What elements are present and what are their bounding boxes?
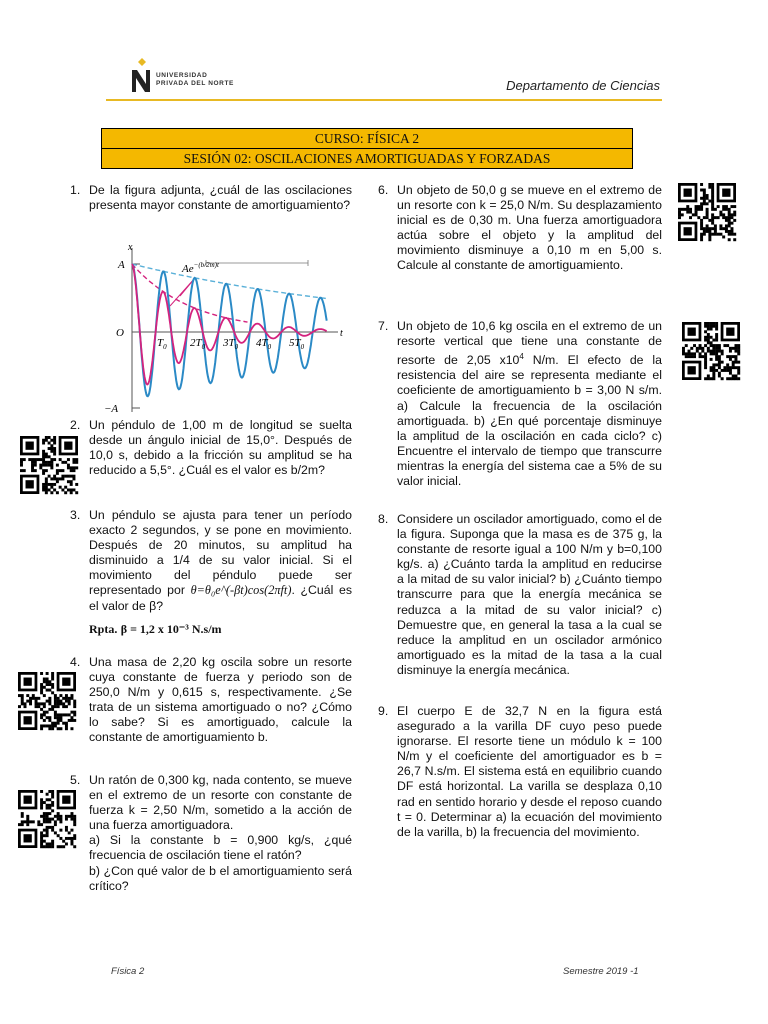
y-axis-label: x <box>128 242 133 253</box>
time-tick-label: $4T_0$ <box>256 337 272 351</box>
question-number: 6. <box>378 183 389 197</box>
question-5 <box>70 773 352 894</box>
time-tick-label: $5T_0$ <box>289 337 305 351</box>
qr-code-q6[interactable] <box>678 183 736 246</box>
qr-code-q5[interactable] <box>18 790 76 853</box>
question-7 <box>378 319 662 489</box>
question-part-b: b) ¿Con qué valor de b el amortiguamiento será crítico? <box>89 863 352 893</box>
university-logo <box>130 56 250 96</box>
title-box <box>101 128 633 169</box>
question-number: 1. <box>70 183 81 197</box>
question-4 <box>70 655 352 746</box>
exponent: 4 <box>519 352 524 362</box>
question-text: Un objeto de 50,0 g se mueve en el extremo de un resorte con k = 25,0 N/m. Su desplazamiento inicial es de 0,30 m. Una fuerza amortiguadora actúa sobre el objeto y la amplitud del movimiento disminuye a 0,10 m en 5,00 s. Calcule al constante de amortiguamiento. <box>397 183 662 273</box>
answer-value: β = 1,2 x 10⁻³ N.s/m <box>120 621 222 636</box>
question-part-a: a) Si la constante b = 0,900 kg/s, ¿qué frecuencia de oscilación tiene el ratón? <box>89 833 352 863</box>
time-tick-label: $3T_0$ <box>223 337 239 351</box>
x-axis-label: t <box>340 328 343 339</box>
question-6 <box>378 183 662 274</box>
question-1 <box>70 183 352 213</box>
question-number: 2. <box>70 418 81 432</box>
question-3 <box>70 508 352 637</box>
question-text-cont: N/m. El efecto de la resistencia del aire se representa mediante el coeficiente de amortiguamiento b = 3,00 N s/m. a) Calcule la frecuencia de la oscilación amortiguada. b) ¿En qué porcentaje disminuye la amplitud de la oscilación en cada ciclo? c) Encuentre el intervalo de tiempo que transcurre mientras la energía del sistema cae a 5% de su valor inicial. <box>397 353 662 489</box>
question-number: 7. <box>378 319 389 333</box>
qr-code-q7[interactable] <box>682 322 740 385</box>
logo-n-icon <box>130 56 156 96</box>
question-text: Un péndulo se ajusta para tener un período exacto 2 segundos, y se pone en movimiento. Después de 20 minutos, su amplitud ha disminuido a 1/4 de su valor inicial. Si el movimiento del péndulo puede ser representado por <box>89 508 352 598</box>
time-tick-labels <box>157 337 305 351</box>
question-text: Considere un oscilador amortiguado, como el de la figura. Suponga que la masa es de 375 g, la constante de resorte igual a 100 N/m y b=0,100 kg/s. a) ¿Cuánto tarda la amplitud en reducirse a la mitad de su valor inicial? b) ¿Cuánto tiempo transcurre para que la energía mecánica se reduzca a la mitad de su valor inicial? c) Demuestre que, en general la tasa a la cual se reduce la amplitud en un oscilador armónico amortiguado es la mitad de la tasa a la cual disminuye la energía mecánica. <box>397 512 662 677</box>
question-2 <box>70 418 352 478</box>
question-text: Un ratón de 0,300 kg, nada contento, se mueve en el extremo de un resorte con constante de fuerza k = 2,50 N/m, sometido a la acción de una fuerza amortiguadora. <box>89 773 352 833</box>
damped-formula: θ=θ₀e^(-βt)cos(2πft) <box>190 583 292 598</box>
time-tick-label: $T_0$ <box>157 337 167 351</box>
qr-code-q2[interactable] <box>20 436 78 499</box>
question-number: 5. <box>70 773 81 787</box>
department-name: Departamento de Ciencias <box>506 78 660 93</box>
question-text: De la figura adjunta, ¿cuál de las oscilaciones presenta mayor constante de amortiguamiento? <box>89 183 352 213</box>
question-8 <box>378 512 662 678</box>
question-9 <box>378 704 662 840</box>
session-title: SESIÓN 02: OSCILACIONES AMORTIGUADAS Y FORZADAS <box>102 148 632 168</box>
question-text: El cuerpo E de 32,7 N en la figura está asegurado a la varilla DF cuyo peso puede ignorarse. El resorte tiene un módulo k = 100 N/m y el coeficiente del amortiguador es b = 26,7 N.s/m. El sistema está en equilibrio cuando DF está horizontal. La varilla se desplaza 0,10 rad en sentido horario y desde el reposo cuando t = 0. Determinar a) la ecuación del movimiento de la varilla, b) la frecuencia del movimiento. <box>397 704 662 839</box>
envelope-label: $Ae^{-(b/2m)t}$ <box>182 261 219 275</box>
course-title: CURSO: FÍSICA 2 <box>102 129 632 148</box>
question-number: 3. <box>70 508 81 522</box>
answer-label: Rpta. <box>89 621 118 636</box>
amplitude-bottom-label: −A <box>104 403 119 415</box>
logo-line1: UNIVERSIDAD <box>156 72 208 79</box>
question-text: Un péndulo de 1,00 m de longitud se suelta desde un ángulo inicial de 15,0°. Después de 10,0 s, debido a la fricción su amplitud se ha reducido a 5,5°. ¿Cuál es el valor es b/2m? <box>89 418 352 478</box>
oscillation-graph <box>104 240 350 420</box>
amplitude-top-label: A <box>118 259 125 271</box>
header-rule <box>106 99 662 101</box>
question-number: 9. <box>378 704 389 718</box>
time-tick-label: $2T_0$ <box>190 337 206 351</box>
footer-semester: Semestre 2019 -1 <box>563 966 639 977</box>
footer-course: Física 2 <box>111 966 145 977</box>
origin-label: O <box>116 327 124 339</box>
qr-code-q4[interactable] <box>18 672 76 735</box>
question-text-tail: . ¿Cuál es el valor de β? <box>89 583 352 613</box>
question-number: 8. <box>378 512 389 526</box>
question-text: Un objeto de 10,6 kg oscila en el extremo de un resorte vertical que tiene una constante de resorte de 2,05 x10 <box>397 319 662 368</box>
question-number: 4. <box>70 655 81 669</box>
damped-oscillation-figure <box>104 240 350 420</box>
logo-line2: PRIVADA DEL NORTE <box>156 79 234 87</box>
question-text: Una masa de 2,20 kg oscila sobre un resorte cuya constante de fuerza y periodo son de 250,0 N/m y 0,615 s, respectivamente. ¿Se trata de un sistema amortiguado o no? ¿Cómo lo sabe? Si es amortiguado, calcule la constante de amortiguamiento b. <box>89 655 352 745</box>
